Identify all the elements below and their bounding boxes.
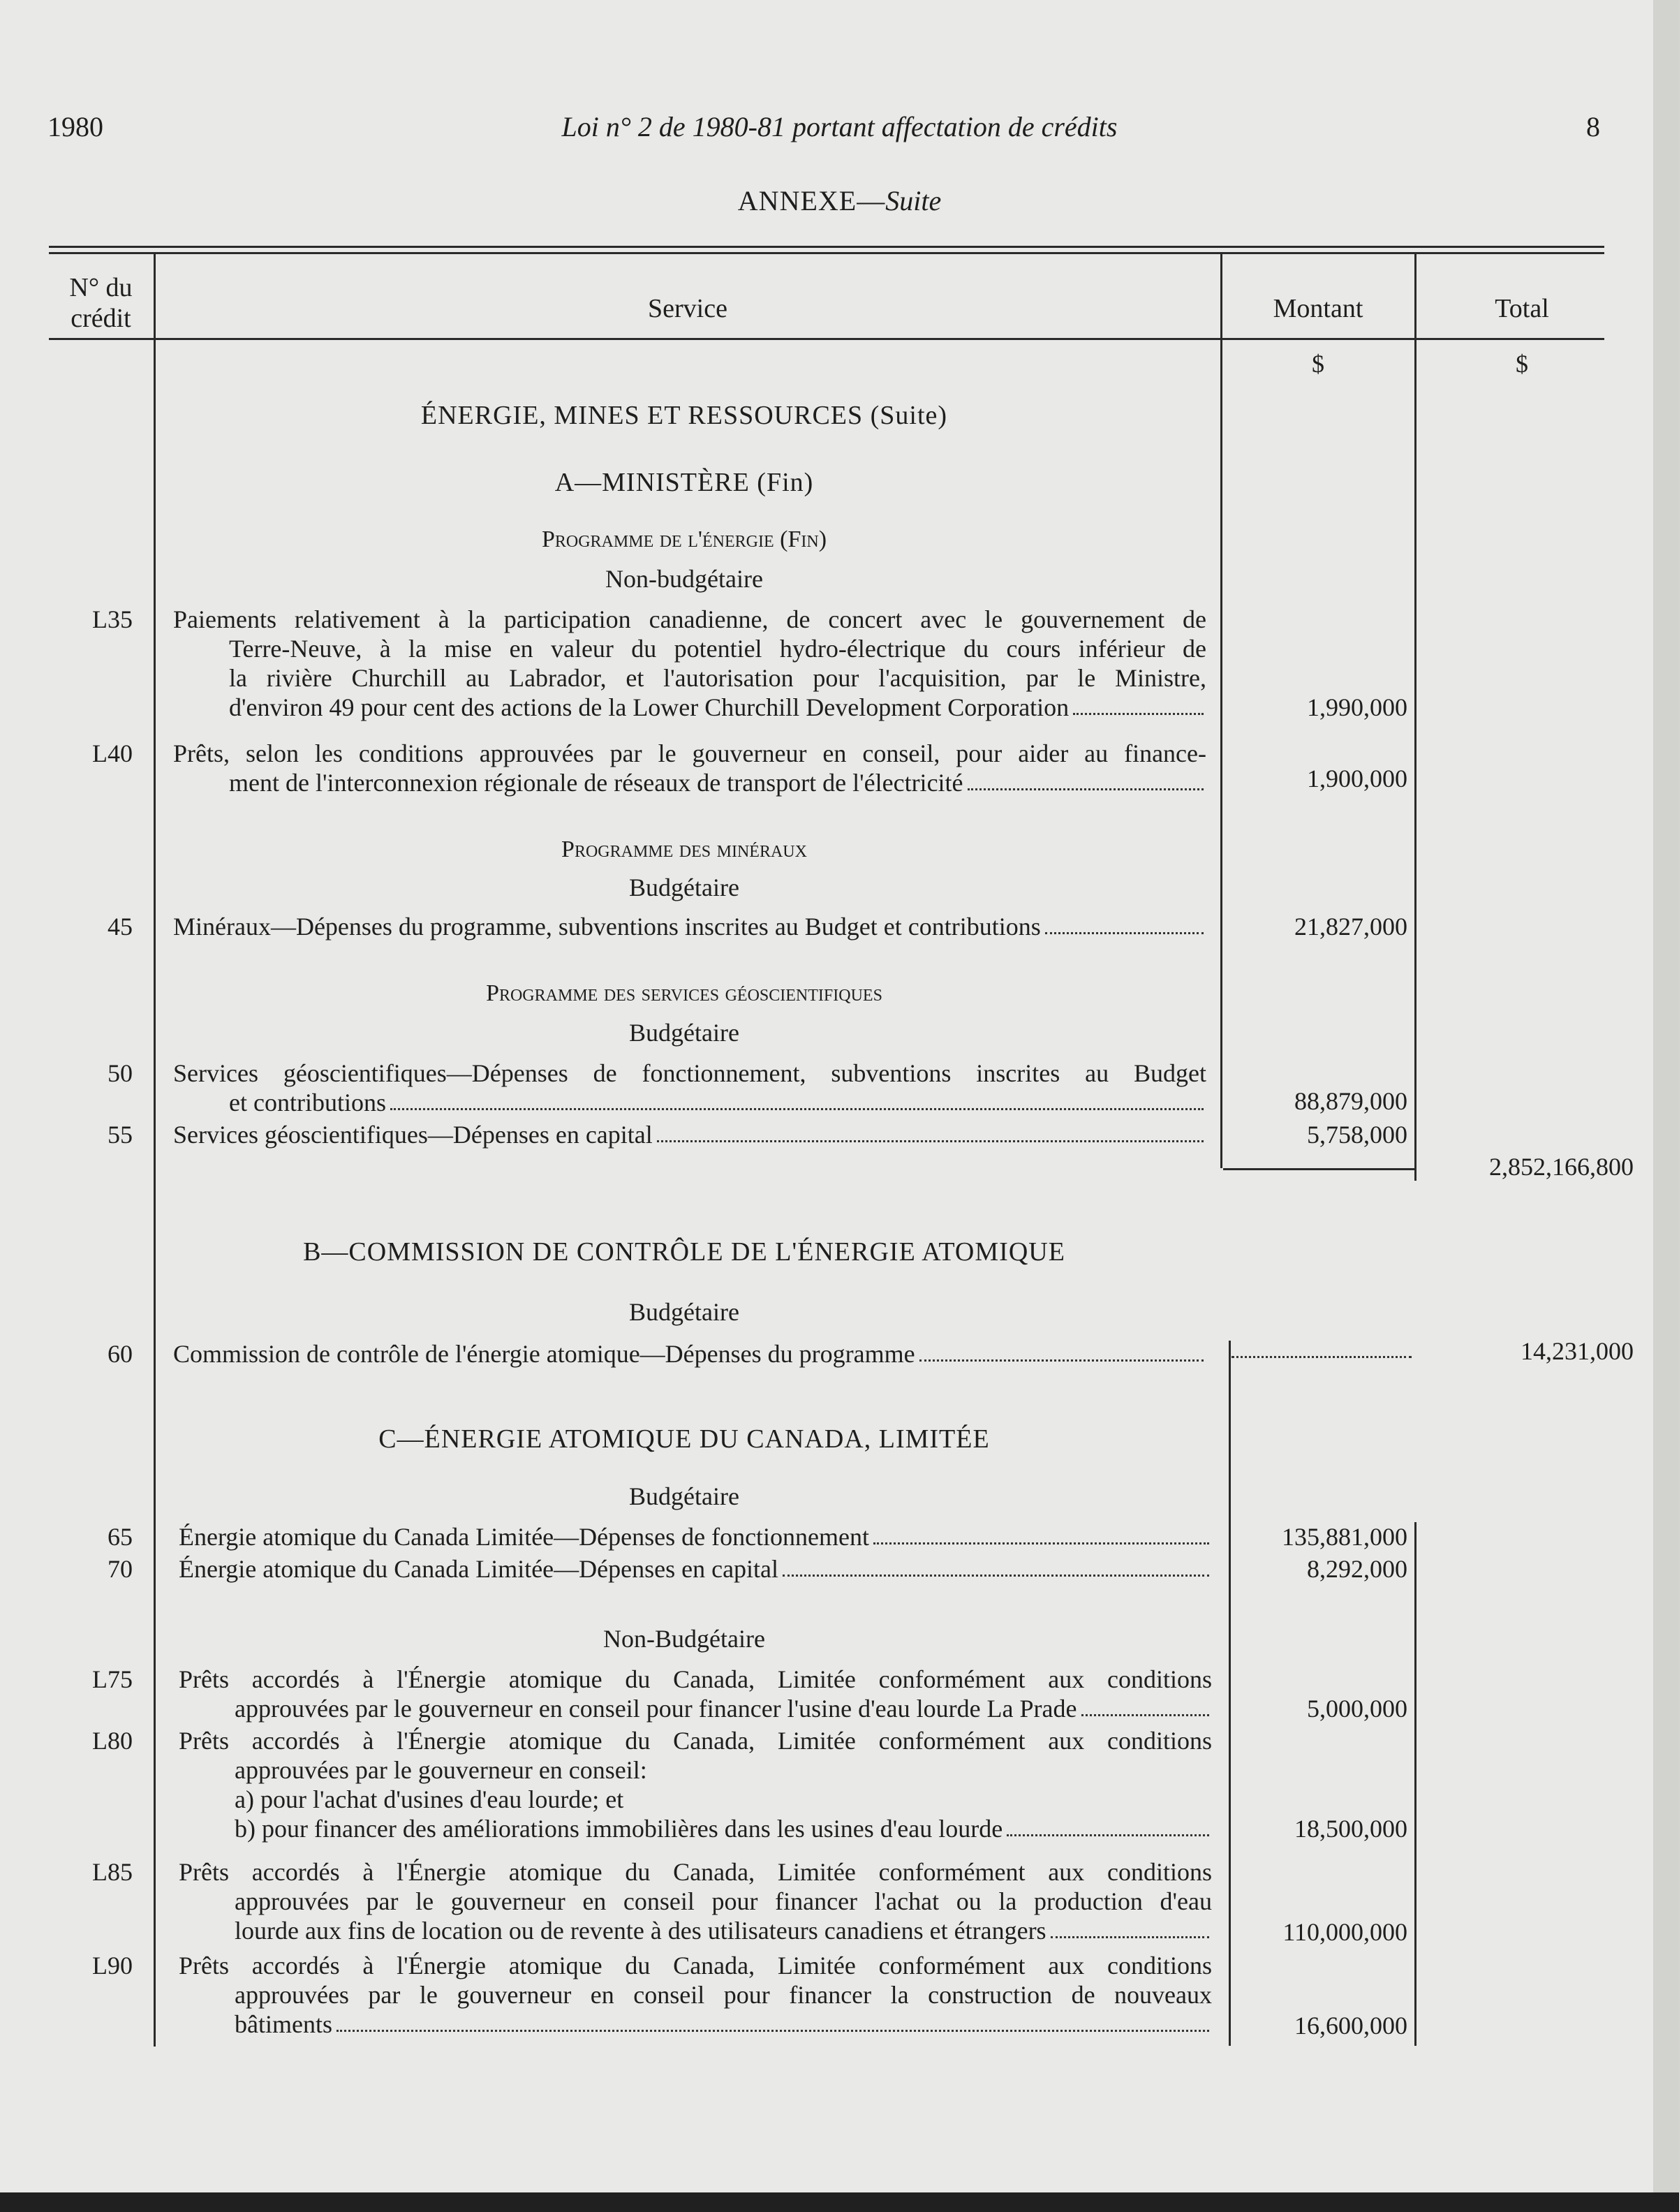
amount-value: 110,000,000 <box>1282 1918 1407 1946</box>
credit-number: 45 <box>108 913 133 941</box>
vote-type-heading: Non-Budgétaire <box>603 1625 765 1653</box>
dot-leader <box>1231 1356 1412 1358</box>
dot-leader <box>1051 1916 1209 1938</box>
credit-number: L75 <box>92 1665 133 1693</box>
dot-leader <box>657 1120 1204 1142</box>
column-divider-montant-lower <box>1414 1522 1417 2046</box>
line-item-description: Prêts accordés à l'Énergie atomique du Canada, Limitée conformément aux conditions approuvées par le gouverneur en conseil pour financer la construction de nouveaux bâtiments <box>179 1952 1212 2038</box>
amount-value: 1,900,000 <box>1307 765 1407 792</box>
column-divider-service-upper <box>1220 252 1222 1168</box>
vote-type-heading: Budgétaire <box>629 1482 739 1510</box>
header-title: Loi n° 2 de 1980-81 portant affectation de crédits <box>561 111 1118 142</box>
dot-leader <box>390 1088 1204 1110</box>
column-divider-montant-upper <box>1414 252 1417 1181</box>
column-header-credit: N° du crédit <box>69 273 133 333</box>
page-edge <box>1653 0 1679 2212</box>
credit-number: 55 <box>108 1121 133 1149</box>
line-item-description: Prêts, selon les conditions approuvées par le gouverneur en conseil, pour aider au finance- ment de l'interconnexion régionale de réseaux de transport de l'électricité <box>173 739 1206 797</box>
amount-value: 88,879,000 <box>1294 1087 1407 1115</box>
column-divider-credit <box>154 252 156 2047</box>
vote-type-heading: Non-budgétaire <box>605 565 763 593</box>
credit-number: L40 <box>92 739 133 767</box>
line-item-description: Prêts accordés à l'Énergie atomique du Canada, Limitée conformément aux conditions approuvées par le gouverneur en conseil pour financer l'usine d'eau lourde La Prade <box>179 1665 1212 1723</box>
credit-number: L90 <box>92 1952 133 1979</box>
annexe-heading: ANNEXE—Suite <box>737 185 942 216</box>
dot-leader <box>873 1522 1209 1544</box>
credit-number: 70 <box>108 1555 133 1583</box>
line-item-description: Paiements relativement à la participation canadienne, de concert avec le gouvernement de Terre-Neuve, à la mise en valeur du potentiel hydro-électrique du cours inférieur de la rivière Churchill au Labrador, et l'autorisation pour l'acquisition, par le Ministre, d'environ 49 pour cent des actions de la Lower Churchill Development Corporation <box>173 605 1206 721</box>
amount-value: 18,500,000 <box>1294 1815 1407 1843</box>
line-item-description: Prêts accordés à l'Énergie atomique du Canada, Limitée conformément aux conditions approuvées par le gouverneur en conseil: a) pour l'achat d'usines d'eau lourde; et b) pour financer des améliorations immobilières dans les usines d'eau lourde <box>179 1727 1212 1843</box>
vote-type-heading: Budgétaire <box>629 873 739 901</box>
scan-border <box>0 2192 1679 2212</box>
program-heading: Programme des minéraux <box>561 836 807 862</box>
vote-type-heading: Budgétaire <box>629 1298 739 1326</box>
amount-value: 21,827,000 <box>1294 913 1407 941</box>
program-heading: Programme de l'énergie (Fin) <box>541 526 827 552</box>
dot-leader <box>1081 1694 1210 1716</box>
section-total: 2,852,166,800 <box>1489 1153 1634 1181</box>
section-total: 14,231,000 <box>1521 1337 1634 1365</box>
dot-leader <box>336 2010 1209 2032</box>
line-item-description: Énergie atomique du Canada Limitée—Dépenses de fonctionnement <box>179 1522 1212 1551</box>
total-currency: $ <box>1516 350 1528 378</box>
amount-value: 135,881,000 <box>1282 1523 1407 1551</box>
column-header-service: Service <box>648 294 727 323</box>
subsection-heading: C—ÉNERGIE ATOMIQUE DU CANADA, LIMITÉE <box>378 1424 990 1454</box>
subsection-heading: B—COMMISSION DE CONTRÔLE DE L'ÉNERGIE ATOMIQUE <box>303 1237 1065 1267</box>
subsection-heading: A—MINISTÈRE (Fin) <box>554 468 814 497</box>
column-header-total: Total <box>1495 294 1549 323</box>
dot-leader <box>783 1554 1209 1577</box>
dot-leader <box>968 768 1204 790</box>
credit-number: L85 <box>92 1858 133 1886</box>
montant-currency: $ <box>1312 350 1324 378</box>
amount-value: 1,990,000 <box>1307 693 1407 721</box>
amount-value: 5,758,000 <box>1307 1121 1407 1149</box>
dot-leader <box>1073 693 1204 715</box>
credit-number: L35 <box>92 605 133 633</box>
amount-value: 16,600,000 <box>1294 2012 1407 2040</box>
table-top-rule <box>49 246 1604 248</box>
amount-value: 8,292,000 <box>1307 1555 1407 1583</box>
dot-leader <box>1007 1814 1209 1836</box>
dot-leader <box>919 1339 1204 1362</box>
credit-number: L80 <box>92 1727 133 1755</box>
line-item-description: Services géoscientifiques—Dépenses en capital <box>173 1120 1206 1149</box>
line-item-description: Prêts accordés à l'Énergie atomique du Canada, Limitée conformément aux conditions approuvées par le gouverneur en conseil pour financer l'achat ou la production d'eau lourde aux fins de location ou de revente à des utilisateurs canadiens et étrangers <box>179 1858 1212 1945</box>
line-item-description: Énergie atomique du Canada Limitée—Dépenses en capital <box>179 1554 1212 1584</box>
line-item-description: Minéraux—Dépenses du programme, subventions inscrites au Budget et contributions <box>173 912 1206 941</box>
header-year: 1980 <box>47 111 103 142</box>
column-header-montant: Montant <box>1273 294 1363 323</box>
section-heading: ÉNERGIE, MINES ET RESSOURCES (Suite) <box>420 401 948 430</box>
table-top-rule-2 <box>49 252 1604 254</box>
subtotal-rule <box>1223 1168 1416 1170</box>
page-number: 8 <box>1586 111 1600 142</box>
program-heading: Programme des services géoscientifiques <box>486 980 882 1006</box>
dot-leader <box>1045 912 1204 934</box>
credit-number: 60 <box>108 1340 133 1368</box>
vote-type-heading: Budgétaire <box>629 1019 739 1047</box>
header-bottom-rule <box>49 338 1604 340</box>
credit-number: 50 <box>108 1059 133 1087</box>
credit-number: 65 <box>108 1523 133 1551</box>
amount-value: 5,000,000 <box>1307 1695 1407 1723</box>
line-item-description: Services géoscientifiques—Dépenses de fonctionnement, subventions inscrites au Budget et contributions <box>173 1059 1206 1116</box>
line-item-description: Commission de contrôle de l'énergie atomique—Dépenses du programme <box>173 1339 1206 1369</box>
